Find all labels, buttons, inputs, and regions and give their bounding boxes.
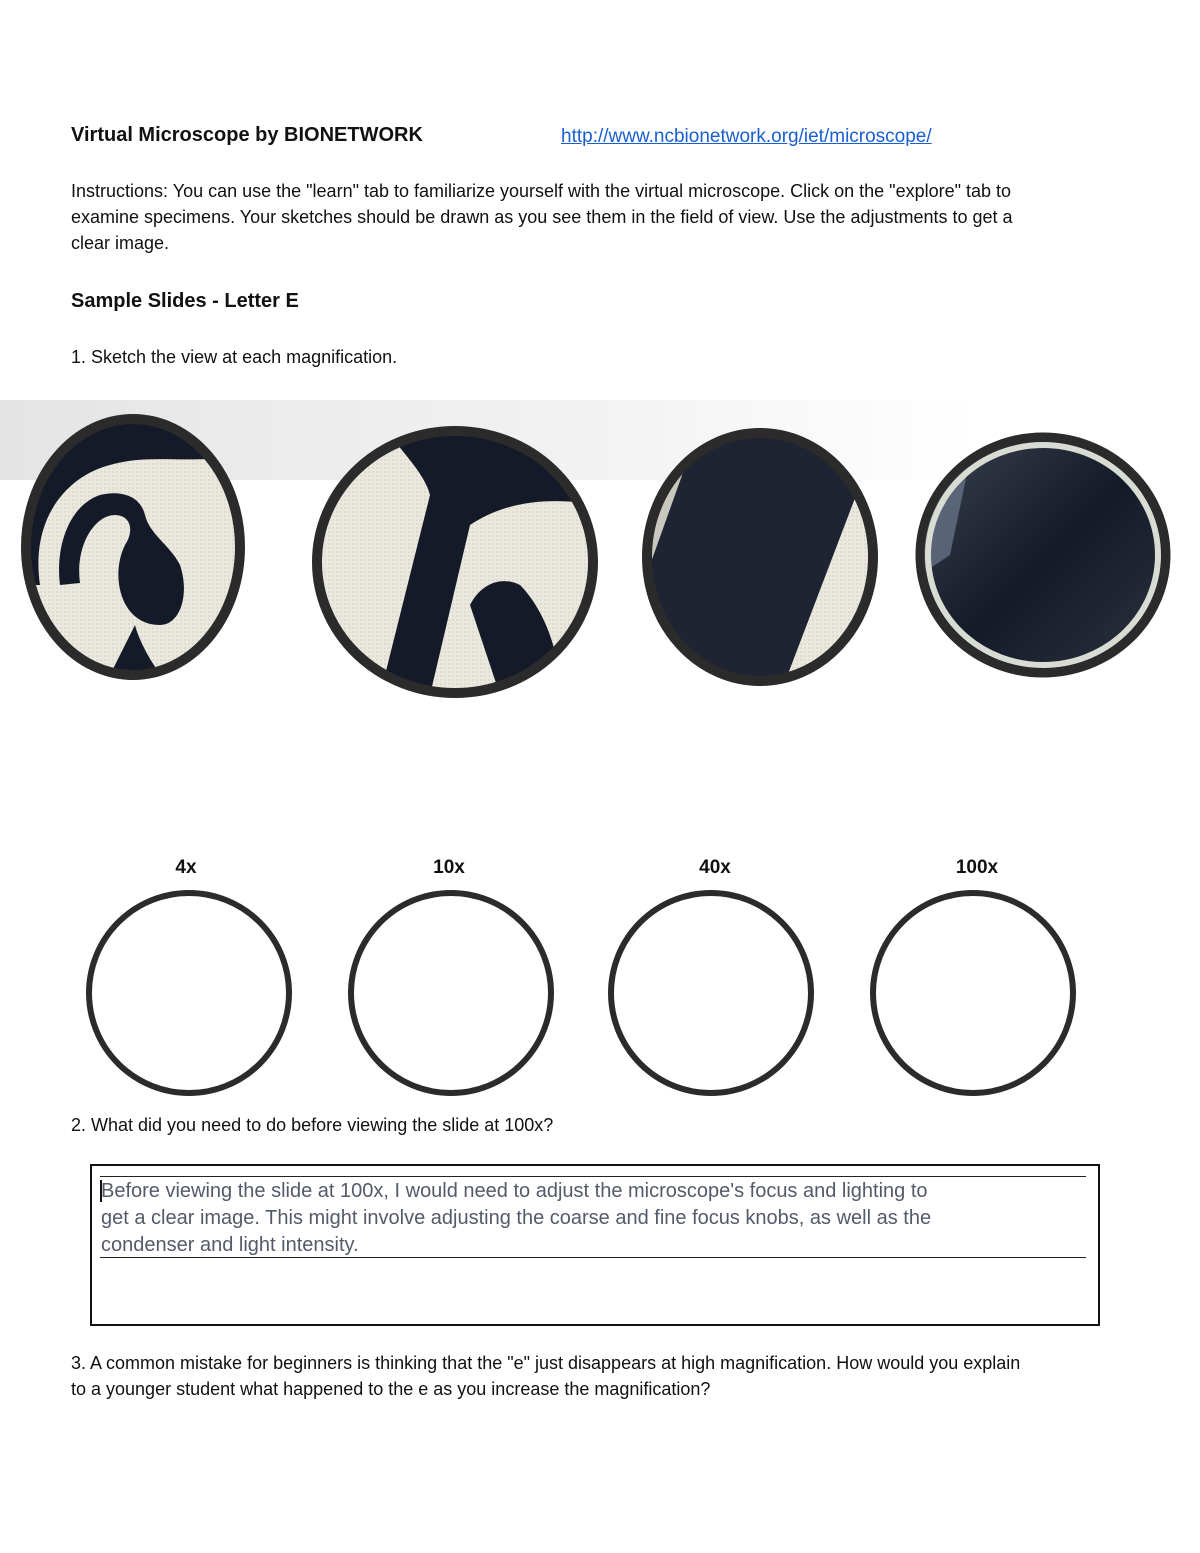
- microscope-link[interactable]: http://www.ncbionetwork.org/iet/microscope/: [561, 126, 932, 147]
- instructions-line: examine specimens. Your sketches should be drawn as you see them in the field of view. Use the adjustments to get a: [71, 207, 1013, 227]
- sketch-circle-4x[interactable]: [89, 893, 289, 1093]
- question-3: [71, 1350, 1141, 1402]
- question-1: 1. Sketch the view at each magnification.: [71, 347, 398, 367]
- photo-100x: [920, 435, 1170, 685]
- photo-4x: [0, 395, 300, 715]
- instructions-line: Instructions: You can use the "learn" tab to familiarize yourself with the virtual microscope. Click on the "explore" tab to: [71, 181, 1012, 201]
- text-cursor: [100, 1180, 102, 1202]
- photo-10x: [300, 395, 620, 715]
- photo-40x: [640, 425, 890, 695]
- instructions: [71, 178, 1131, 256]
- section-title: Sample Slides - Letter E: [71, 290, 299, 312]
- sketch-circle-40x[interactable]: [611, 893, 811, 1093]
- answer-line: condenser and light intensity.: [101, 1234, 359, 1256]
- question-3-line: to a younger student what happened to the e as you increase the magnification?: [71, 1379, 711, 1399]
- sketch-circle-100x[interactable]: [873, 893, 1073, 1093]
- sketch-circle-10x[interactable]: [351, 893, 551, 1093]
- answer-text[interactable]: [101, 1178, 1091, 1259]
- mag-label-4x: 4x: [175, 857, 197, 878]
- sketch-circles: [0, 880, 1200, 1110]
- instructions-line: clear image.: [71, 233, 170, 253]
- mag-label-40x: 40x: [699, 857, 731, 878]
- mag-label-100x: 100x: [955, 857, 999, 878]
- question-3-line: 3. A common mistake for beginners is thinking that the "e" just disappears at high magnification. How would you explain: [71, 1353, 1021, 1373]
- question-2: 2. What did you need to do before viewing the slide at 100x?: [71, 1115, 554, 1135]
- mag-label-10x: 10x: [433, 857, 465, 878]
- answer-line: get a clear image. This might involve adjusting the coarse and fine focus knobs, as well as the: [101, 1207, 932, 1229]
- answer-line: Before viewing the slide at 100x, I would need to adjust the microscope's focus and lighting to: [101, 1180, 928, 1202]
- microscope-photos: [0, 395, 1200, 715]
- page-title: Virtual Microscope by BIONETWORK: [71, 124, 423, 146]
